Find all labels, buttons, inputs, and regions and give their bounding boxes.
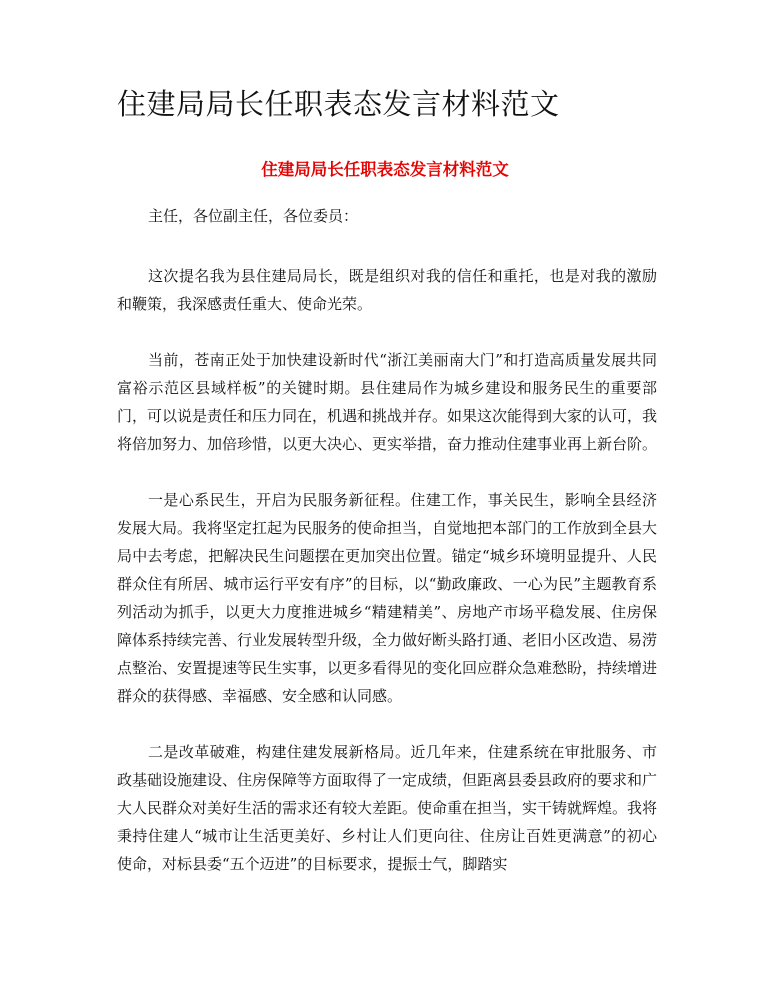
document-title: 住建局局长任职表态发言材料范文 [117,87,560,121]
document-subtitle: 住建局局长任职表态发言材料范文 [261,160,509,179]
paragraph: 一是心系民生，开启为民服务新征程。住建工作，事关民生，影响全县经济发展大局。我将坚定扛起为民服务的使命担当，自觉地把本部门的工作放到全县大局中去考虑，把解决民生问题摆在更加突出位置。锚定“城乡环境明显提升、人民群众住有所居、城市运行平安有序”的目标，以“勤政廉政、一心为民”主题教育系列活动为抓手，以更大力度推进城乡“精建精美”、房地产市场平稳发展、住房保障体系持续完善、行业发展转型升级，全力做好断头路打通、老旧小区改造、易涝点整治、安置提速等民生实事，以更多看得见的变化回应群众急难愁盼，持续增进群众的获得感、幸福感、安全感和认同感。 [117,491,658,705]
paragraph: 当前，苍南正处于加快建设新时代“浙江美丽南大门”和打造高质量发展共同富裕示范区县域样板”的关键时期。县住建局作为城乡建设和服务民生的重要部门，可以说是责任和压力同在，机遇和挑战并存。如果这次能得到大家的认可，我将倍加努力、加倍珍惜，以更大决心、更实举措，奋力推动住建事业再上新台阶。 [117,351,658,453]
paragraph: 这次提名我为县住建局局长，既是组织对我的信任和重托，也是对我的激励和鞭策，我深感责任重大、使命光荣。 [117,267,657,313]
paragraph: 二是改革破难，构建住建发展新格局。近几年来，住建系统在审批服务、市政基础设施建设、住房保障等方面取得了一定成绩，但距离县委县政府的要求和广大人民群众对美好生活的需求还有较大差距。使命重在担当，实干铸就辉煌。我将秉持住建人“城市让生活更美好、乡村让人们更向往、住房让百姓更满意”的初心使命，对标县委“五个迈进”的目标要求，提振士气，脚踏实 [117,743,658,873]
document-body [117,202,657,906]
salutation: 主任，各位副主任，各位委员： [148,207,359,225]
